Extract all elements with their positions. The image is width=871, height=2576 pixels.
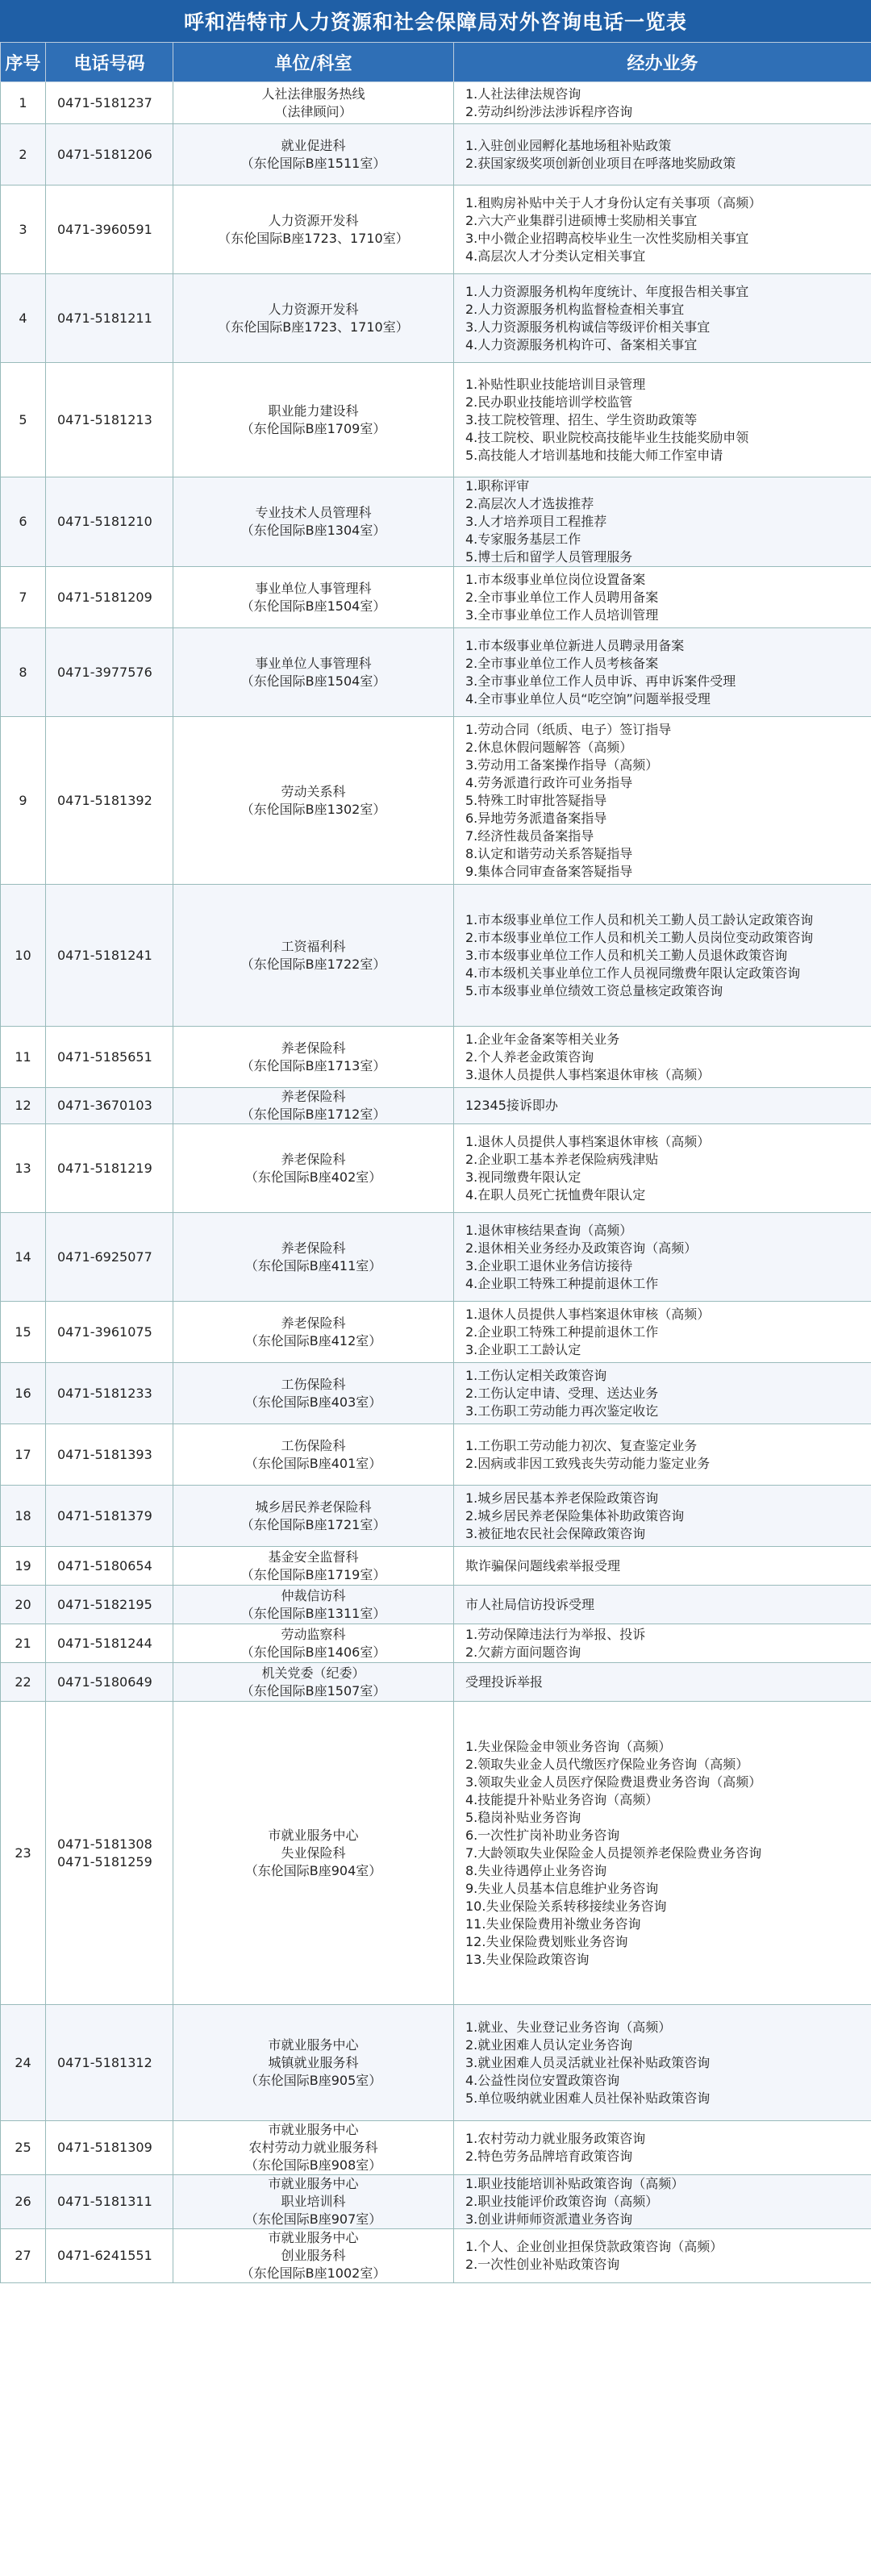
unit-name: 基金安全监督科 （东伦国际B座1719室）	[173, 1547, 454, 1586]
unit-name: 工伤保险科 （东伦国际B座401室）	[173, 1424, 454, 1486]
phone-number: 0471-3960591	[46, 185, 173, 274]
unit-name: 机关党委（纪委） （东伦国际B座1507室）	[173, 1663, 454, 1702]
business-list: 1.个人、企业创业担保贷款政策咨询（高频） 2.一次性创业补贴政策咨询	[454, 2229, 871, 2283]
table-row	[1, 1702, 871, 2005]
phone-number: 0471-5181211	[46, 274, 173, 363]
phone-number: 0471-5181233	[46, 1363, 173, 1424]
row-number: 25	[1, 2121, 46, 2175]
business-list: 1.职业技能培训补贴政策咨询（高频） 2.职业技能评价政策咨询（高频） 3.创业讲师师资派遣业务咨询	[454, 2175, 871, 2229]
table-row	[1, 1624, 871, 1663]
unit-name: 城乡居民养老保险科 （东伦国际B座1721室）	[173, 1486, 454, 1547]
phone-number: 0471-5181393	[46, 1424, 173, 1486]
phone-number: 0471-5181209	[46, 567, 173, 628]
row-number: 4	[1, 274, 46, 363]
unit-name: 养老保险科 （东伦国际B座402室）	[173, 1124, 454, 1213]
unit-name: 人力资源开发科 （东伦国际B座1723、1710室）	[173, 185, 454, 274]
row-number: 1	[1, 82, 46, 124]
row-number: 17	[1, 1424, 46, 1486]
table-row	[1, 1586, 871, 1624]
business-list: 1.企业年金备案等相关业务 2.个人养老金政策咨询 3.退休人员提供人事档案退休审核（高频）	[454, 1027, 871, 1088]
business-list: 1.工伤职工劳动能力初次、复查鉴定业务 2.因病或非因工致残丧失劳动能力鉴定业务	[454, 1424, 871, 1486]
row-number: 2	[1, 124, 46, 185]
unit-name: 市就业服务中心 农村劳动力就业服务科 （东伦国际B座908室）	[173, 2121, 454, 2175]
business-list: 欺诈骗保问题线索举报受理	[454, 1547, 871, 1586]
table-row	[1, 2121, 871, 2175]
unit-name: 市就业服务中心 城镇就业服务科 （东伦国际B座905室）	[173, 2005, 454, 2121]
row-number: 6	[1, 477, 46, 567]
table-row	[1, 1302, 871, 1363]
phone-number: 0471-5181379	[46, 1486, 173, 1547]
phone-number: 0471-3670103	[46, 1088, 173, 1124]
table-row	[1, 1213, 871, 1302]
table-row	[1, 2175, 871, 2229]
phone-number: 0471-5181311	[46, 2175, 173, 2229]
business-list: 1.失业保险金申领业务咨询（高频） 2.领取失业金人员代缴医疗保险业务咨询（高频） 3.领取失业金人员医疗保险费退费业务咨询（高频） 4.技能提升补贴业务咨询（高频） 5.稳岗补贴业务咨询 6.一次性扩岗补助业务咨询 7.大龄领取失业保险金人员提领养老保险费业务咨询 8.失业待遇停止业务咨询 9.失业人员基本信息维护业务咨询 10.失业保险关系转移接续业务咨询 11.失业保险费用补缴业务咨询 12.失业保险费划账业务咨询 13.失业保险政策咨询	[454, 1702, 871, 2005]
header-phone: 电话号码	[46, 43, 173, 82]
phone-number: 0471-5181219	[46, 1124, 173, 1213]
business-list: 1.人社法律法规咨询 2.劳动纠纷涉法涉诉程序咨询	[454, 82, 871, 124]
table-row	[1, 885, 871, 1027]
unit-name: 仲裁信访科 （东伦国际B座1311室）	[173, 1586, 454, 1624]
table-row	[1, 1547, 871, 1586]
unit-name: 职业能力建设科 （东伦国际B座1709室）	[173, 363, 454, 477]
phone-number: 0471-5181241	[46, 885, 173, 1027]
row-number: 22	[1, 1663, 46, 1702]
phone-number: 0471-5181237	[46, 82, 173, 124]
table-row	[1, 1088, 871, 1124]
phone-number: 0471-5181244	[46, 1624, 173, 1663]
business-list: 1.入驻创业园孵化基地场租补贴政策 2.获国家级奖项创新创业项目在呼落地奖励政策	[454, 124, 871, 185]
table-row	[1, 567, 871, 628]
row-number: 16	[1, 1363, 46, 1424]
contact-table	[0, 42, 871, 2283]
table-row	[1, 82, 871, 124]
unit-name: 人社法律服务热线 （法律顾问）	[173, 82, 454, 124]
business-list: 市人社局信访投诉受理	[454, 1586, 871, 1624]
table-row	[1, 2229, 871, 2283]
phone-number: 0471-6925077	[46, 1213, 173, 1302]
table-header-row	[1, 43, 871, 82]
phone-number: 0471-3977576	[46, 628, 173, 717]
table-row	[1, 124, 871, 185]
row-number: 24	[1, 2005, 46, 2121]
business-list: 1.就业、失业登记业务咨询（高频） 2.就业困难人员认定业务咨询 3.就业困难人员灵活就业社保补贴政策咨询 4.公益性岗位安置政策咨询 5.单位吸纳就业困难人员社保补贴政策咨询	[454, 2005, 871, 2121]
phone-number: 0471-5185651	[46, 1027, 173, 1088]
phone-number: 0471-6241551	[46, 2229, 173, 2283]
phone-number: 0471-5181309	[46, 2121, 173, 2175]
business-list: 1.市本级事业单位工作人员和机关工勤人员工龄认定政策咨询 2.市本级事业单位工作人员和机关工勤人员岗位变动政策咨询 3.市本级事业单位工作人员和机关工勤人员退休政策咨询 4.市本级机关事业单位工作人员视同缴费年限认定政策咨询 5.市本级事业单位绩效工资总量核定政策咨询	[454, 885, 871, 1027]
row-number: 11	[1, 1027, 46, 1088]
table-row	[1, 1663, 871, 1702]
page-title: 呼和浩特市人力资源和社会保障局对外咨询电话一览表	[0, 0, 871, 42]
table-row	[1, 628, 871, 717]
business-list: 1.职称评审 2.高层次人才选拔推荐 3.人才培养项目工程推荐 4.专家服务基层工作 5.博士后和留学人员管理服务	[454, 477, 871, 567]
business-list: 1.劳动保障违法行为举报、投诉 2.欠薪方面问题咨询	[454, 1624, 871, 1663]
unit-name: 工资福利科 （东伦国际B座1722室）	[173, 885, 454, 1027]
business-list: 1.农村劳动力就业服务政策咨询 2.特色劳务品牌培育政策咨询	[454, 2121, 871, 2175]
business-list: 1.市本级事业单位新进人员聘录用备案 2.全市事业单位工作人员考核备案 3.全市事业单位工作人员申诉、再申诉案件受理 4.全市事业单位人员“吃空饷”问题举报受理	[454, 628, 871, 717]
unit-name: 劳动监察科 （东伦国际B座1406室）	[173, 1624, 454, 1663]
table-row	[1, 1124, 871, 1213]
table-row	[1, 1363, 871, 1424]
business-list: 1.市本级事业单位岗位设置备案 2.全市事业单位工作人员聘用备案 3.全市事业单位工作人员培训管理	[454, 567, 871, 628]
row-number: 9	[1, 717, 46, 885]
row-number: 21	[1, 1624, 46, 1663]
business-list: 1.退休人员提供人事档案退休审核（高频） 2.企业职工基本养老保险病残津贴 3.视同缴费年限认定 4.在职人员死亡抚恤费年限认定	[454, 1124, 871, 1213]
business-list: 1.租购房补贴中关于人才身份认定有关事项（高频） 2.六大产业集群引进硕博士奖励相关事宜 3.中小微企业招聘高校毕业生一次性奖励相关事宜 4.高层次人才分类认定相关事宜	[454, 185, 871, 274]
unit-name: 养老保险科 （东伦国际B座1712室）	[173, 1088, 454, 1124]
row-number: 3	[1, 185, 46, 274]
business-list: 1.补贴性职业技能培训目录管理 2.民办职业技能培训学校监管 3.技工院校管理、招生、学生资助政策等 4.技工院校、职业院校高技能毕业生技能奖励申领 5.高技能人才培训基地和技能大师工作室申请	[454, 363, 871, 477]
row-number: 26	[1, 2175, 46, 2229]
phone-number: 0471-5182195	[46, 1586, 173, 1624]
unit-name: 就业促进科 （东伦国际B座1511室）	[173, 124, 454, 185]
row-number: 19	[1, 1547, 46, 1586]
table-row	[1, 274, 871, 363]
business-list: 1.退休人员提供人事档案退休审核（高频） 2.企业职工特殊工种提前退休工作 3.企业职工工龄认定	[454, 1302, 871, 1363]
unit-name: 养老保险科 （东伦国际B座411室）	[173, 1213, 454, 1302]
phone-number: 0471-5181210	[46, 477, 173, 567]
row-number: 20	[1, 1586, 46, 1624]
unit-name: 养老保险科 （东伦国际B座1713室）	[173, 1027, 454, 1088]
row-number: 15	[1, 1302, 46, 1363]
phone-number: 0471-3961075	[46, 1302, 173, 1363]
row-number: 5	[1, 363, 46, 477]
business-list: 12345接诉即办	[454, 1088, 871, 1124]
phone-number: 0471-5181308 0471-5181259	[46, 1702, 173, 2005]
table-row	[1, 717, 871, 885]
business-list: 1.人力资源服务机构年度统计、年度报告相关事宜 2.人力资源服务机构监督检查相关事宜 3.人力资源服务机构诚信等级评价相关事宜 4.人力资源服务机构许可、备案相关事宜	[454, 274, 871, 363]
row-number: 8	[1, 628, 46, 717]
row-number: 13	[1, 1124, 46, 1213]
business-list: 受理投诉举报	[454, 1663, 871, 1702]
phone-number: 0471-5181213	[46, 363, 173, 477]
table-row	[1, 363, 871, 477]
unit-name: 工伤保险科 （东伦国际B座403室）	[173, 1363, 454, 1424]
unit-name: 劳动关系科 （东伦国际B座1302室）	[173, 717, 454, 885]
table-row	[1, 2005, 871, 2121]
business-list: 1.劳动合同（纸质、电子）签订指导 2.休息休假问题解答（高频） 3.劳动用工备案操作指导（高频） 4.劳务派遣行政许可业务指导 5.特殊工时审批答疑指导 6.异地劳务派遣备案指导 7.经济性裁员备案指导 8.认定和谐劳动关系答疑指导 9.集体合同审查备案答疑指导	[454, 717, 871, 885]
phone-number: 0471-5181392	[46, 717, 173, 885]
unit-name: 市就业服务中心 职业培训科 （东伦国际B座907室）	[173, 2175, 454, 2229]
header-business: 经办业务	[454, 43, 871, 82]
phone-number: 0471-5180654	[46, 1547, 173, 1586]
row-number: 7	[1, 567, 46, 628]
row-number: 10	[1, 885, 46, 1027]
table-row	[1, 477, 871, 567]
business-list: 1.城乡居民基本养老保险政策咨询 2.城乡居民养老保险集体补助政策咨询 3.被征地农民社会保障政策咨询	[454, 1486, 871, 1547]
business-list: 1.工伤认定相关政策咨询 2.工伤认定申请、受理、送达业务 3.工伤职工劳动能力再次鉴定收讫	[454, 1363, 871, 1424]
row-number: 23	[1, 1702, 46, 2005]
unit-name: 人力资源开发科 （东伦国际B座1723、1710室）	[173, 274, 454, 363]
phone-number: 0471-5180649	[46, 1663, 173, 1702]
table-row	[1, 1424, 871, 1486]
unit-name: 专业技术人员管理科 （东伦国际B座1304室）	[173, 477, 454, 567]
unit-name: 市就业服务中心 失业保险科 （东伦国际B座904室）	[173, 1702, 454, 2005]
header-no: 序号	[1, 43, 46, 82]
phone-number: 0471-5181206	[46, 124, 173, 185]
row-number: 14	[1, 1213, 46, 1302]
business-list: 1.退休审核结果查询（高频） 2.退休相关业务经办及政策咨询（高频） 3.企业职工退休业务信访接待 4.企业职工特殊工种提前退休工作	[454, 1213, 871, 1302]
row-number: 18	[1, 1486, 46, 1547]
unit-name: 养老保险科 （东伦国际B座412室）	[173, 1302, 454, 1363]
header-unit: 单位/科室	[173, 43, 454, 82]
table-row	[1, 185, 871, 274]
table-row	[1, 1027, 871, 1088]
unit-name: 事业单位人事管理科 （东伦国际B座1504室）	[173, 567, 454, 628]
unit-name: 事业单位人事管理科 （东伦国际B座1504室）	[173, 628, 454, 717]
row-number: 12	[1, 1088, 46, 1124]
table-row	[1, 1486, 871, 1547]
phone-number: 0471-5181312	[46, 2005, 173, 2121]
unit-name: 市就业服务中心 创业服务科 （东伦国际B座1002室）	[173, 2229, 454, 2283]
row-number: 27	[1, 2229, 46, 2283]
